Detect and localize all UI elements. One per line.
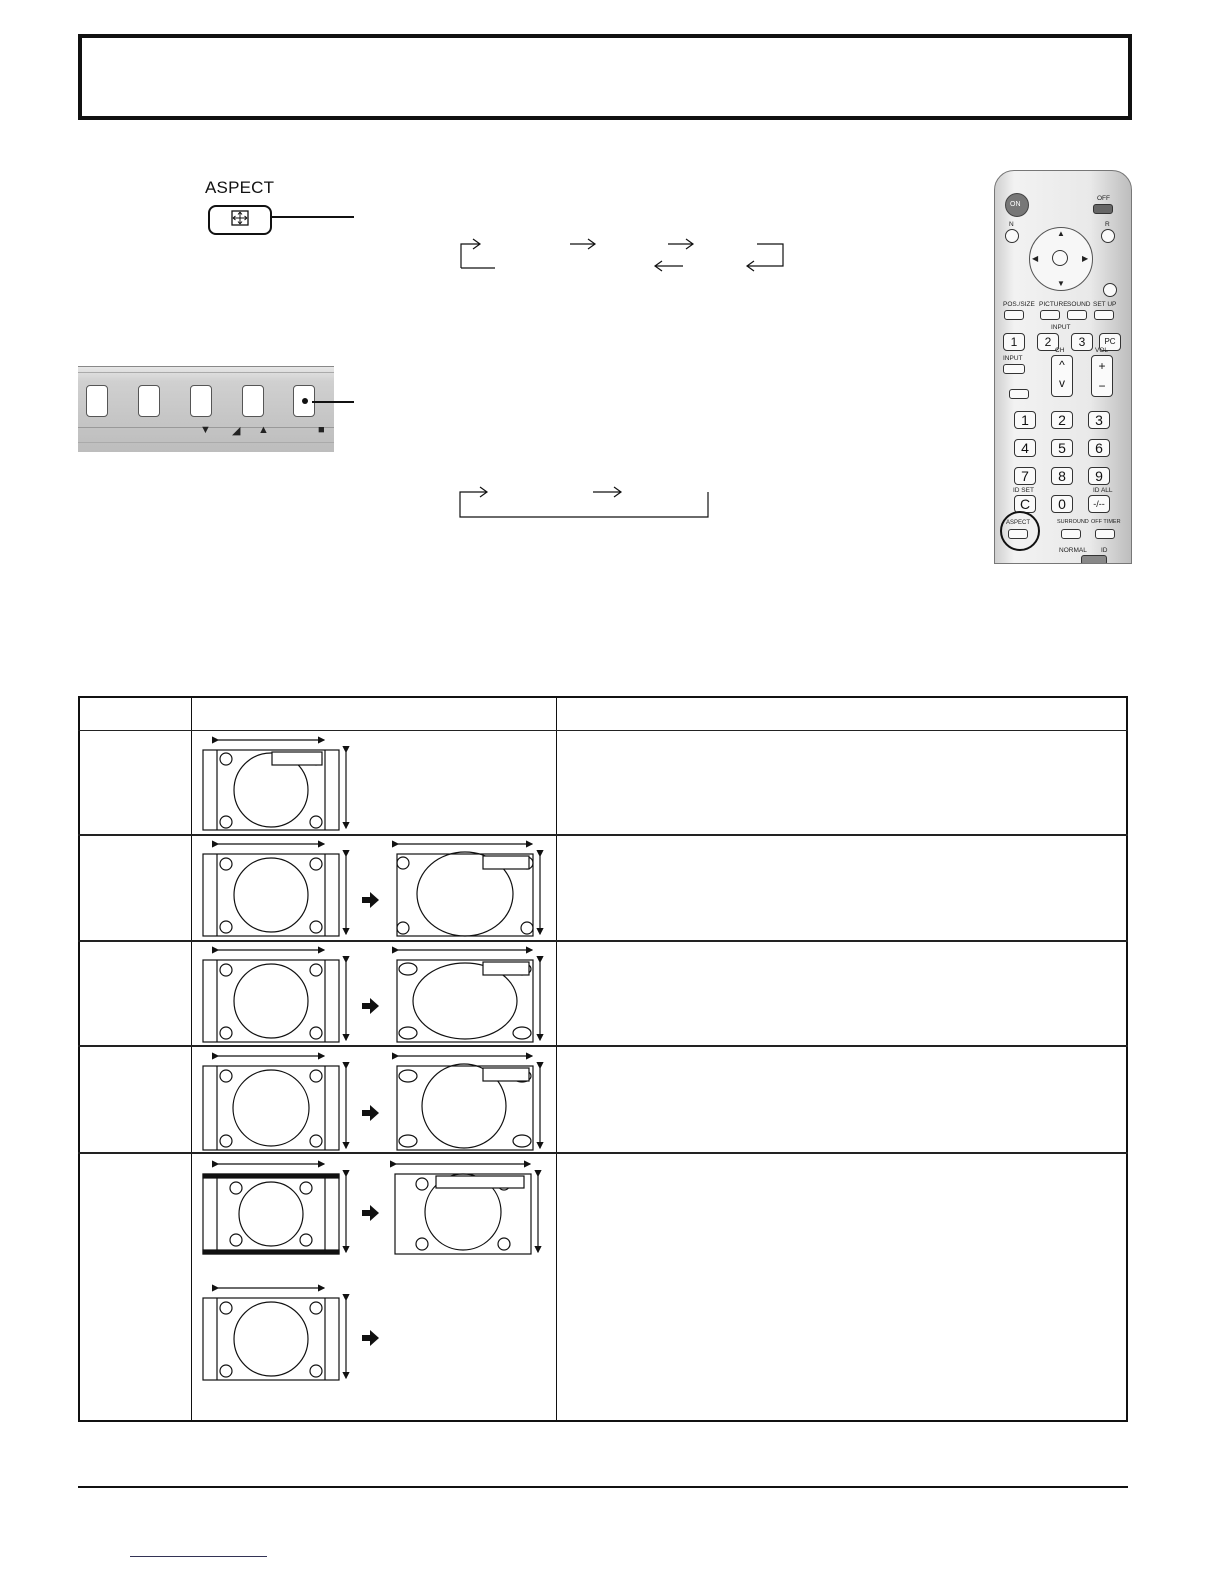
screen-diagram-before: [203, 1164, 346, 1254]
screen-diagram-after: [397, 1056, 540, 1150]
bold-right-arrow-icon: [362, 1330, 379, 1346]
mute-button[interactable]: [1009, 389, 1029, 399]
off-label: OFF: [1097, 195, 1110, 202]
down-triangle-icon: ▼: [200, 424, 211, 436]
screen-diagram-after: [397, 844, 540, 936]
panel-key-input[interactable]: [86, 385, 108, 417]
input-button[interactable]: [1003, 364, 1025, 374]
nav-down-icon: ▼: [1057, 279, 1065, 288]
number-key-7[interactable]: 7: [1014, 467, 1036, 485]
aspect-cycle-arrows-remote: [455, 232, 795, 282]
bold-right-arrow-icon: [362, 1205, 379, 1221]
on-label: ON: [1010, 201, 1021, 208]
number-key-6[interactable]: 6: [1088, 439, 1110, 457]
input-1-button[interactable]: 1: [1003, 333, 1025, 351]
off-timer-label: OFF TIMER: [1091, 519, 1121, 525]
footer-rule: [78, 1486, 1128, 1488]
arrow-right-icon: [593, 487, 621, 497]
return-button[interactable]: [1103, 283, 1117, 297]
aspect-cycle-arrows-panel: [455, 484, 715, 520]
aspect-label: ASPECT: [205, 178, 275, 197]
table-column-divider: [191, 696, 192, 1422]
input-2-button[interactable]: 2: [1037, 333, 1059, 351]
surround-button[interactable]: [1061, 529, 1081, 539]
normal-label: NORMAL: [1059, 547, 1087, 554]
arrow-right-icon: [668, 239, 693, 249]
screen-diagram-before: [203, 1288, 346, 1380]
input-pc-button[interactable]: PC: [1099, 333, 1121, 351]
remote-aspect-button[interactable]: [1008, 529, 1028, 539]
off-timer-button[interactable]: [1095, 529, 1115, 539]
id-set-key-c[interactable]: C: [1014, 495, 1036, 513]
nav-up-icon: ▲: [1057, 229, 1065, 238]
vol-minus: −: [1098, 379, 1106, 393]
remote-aspect-label: ASPECT: [1006, 520, 1031, 526]
number-key-3[interactable]: 3: [1088, 411, 1110, 429]
vol-plus: +: [1098, 359, 1106, 373]
page-link-underline[interactable]: [130, 1556, 267, 1557]
id-all-label: ID ALL: [1093, 487, 1113, 494]
normal-id-switch[interactable]: [1081, 555, 1107, 564]
arrow-right-icon: [570, 239, 595, 249]
screen-diagram-before: [203, 844, 346, 936]
menu-label-pos-size: POS./SIZE: [1003, 301, 1035, 308]
panel-leader-line: [312, 401, 354, 403]
number-key-0[interactable]: 0: [1051, 495, 1073, 513]
nav-left-icon: ◀: [1032, 254, 1039, 263]
table-column-divider: [556, 696, 557, 1422]
bold-right-arrow-icon: [362, 998, 379, 1014]
volume-wedge-icon: ◢: [232, 425, 241, 437]
cycle-arrow-icon: [747, 244, 783, 271]
ch-label: CH: [1055, 347, 1065, 354]
surround-label: SURROUND: [1057, 519, 1089, 525]
power-off-button[interactable]: [1093, 204, 1113, 214]
screen-diagram-after: [397, 950, 540, 1042]
panel-edge-line: [78, 366, 334, 367]
screen-diagram-4-3: [203, 740, 346, 830]
aspect-figures: [196, 732, 552, 1420]
cycle-arrow-icon: [460, 487, 708, 517]
bold-right-arrow-icon: [362, 892, 379, 908]
menu-label-setup: SET UP: [1093, 301, 1117, 308]
up-triangle-icon: ▲: [258, 424, 269, 436]
id-all-key[interactable]: -/--: [1088, 495, 1110, 513]
input-3-button[interactable]: 3: [1071, 333, 1093, 351]
panel-leader-dot: [302, 398, 308, 404]
panel-key-volume-up[interactable]: [242, 385, 264, 417]
menu-label-sound: SOUND: [1067, 301, 1091, 308]
screen-diagram-before: [203, 1056, 346, 1150]
panel-key-volume-down[interactable]: [190, 385, 212, 417]
number-key-5[interactable]: 5: [1051, 439, 1073, 457]
aspect-icon: [230, 209, 250, 227]
arrow-left-icon: [655, 261, 683, 271]
setup-button[interactable]: [1094, 310, 1114, 320]
bold-right-arrow-icon: [362, 1105, 379, 1121]
input-group-label: INPUT: [1051, 324, 1071, 331]
sound-button[interactable]: [1067, 310, 1087, 320]
table-header-divider: [78, 730, 1128, 731]
channel-rocker[interactable]: ^ v: [1051, 355, 1073, 397]
n-label: N: [1009, 221, 1014, 228]
id-set-label: ID SET: [1013, 487, 1034, 494]
number-key-2[interactable]: 2: [1051, 411, 1073, 429]
number-key-8[interactable]: 8: [1051, 467, 1073, 485]
cycle-arrow-icon: [461, 239, 495, 268]
n-button[interactable]: [1005, 229, 1019, 243]
input-label: INPUT: [1003, 355, 1023, 362]
panel-edge-line: [78, 442, 334, 443]
pos-size-button[interactable]: [1004, 310, 1024, 320]
volume-rocker[interactable]: [1091, 355, 1113, 397]
nav-right-icon: ▶: [1082, 254, 1089, 263]
screen-diagram-before: [203, 950, 346, 1042]
r-button[interactable]: [1101, 229, 1115, 243]
panel-edge-line: [78, 372, 334, 373]
vol-label: VOL: [1095, 347, 1109, 354]
number-key-4[interactable]: 4: [1014, 439, 1036, 457]
aspect-leader-line: [270, 216, 354, 218]
r-label: R: [1105, 221, 1110, 228]
nav-center-button[interactable]: [1052, 250, 1068, 266]
id-mode-label: ID: [1101, 547, 1108, 554]
title-box: [78, 34, 1132, 120]
menu-label-picture: PICTURE: [1039, 301, 1068, 308]
screen-diagram-after: [395, 1164, 538, 1254]
picture-button[interactable]: [1040, 310, 1060, 320]
square-icon: ■: [318, 424, 325, 436]
remote-control-image: [994, 170, 1132, 564]
panel-key-menu[interactable]: [138, 385, 160, 417]
number-key-1[interactable]: 1: [1014, 411, 1036, 429]
number-key-9[interactable]: 9: [1088, 467, 1110, 485]
